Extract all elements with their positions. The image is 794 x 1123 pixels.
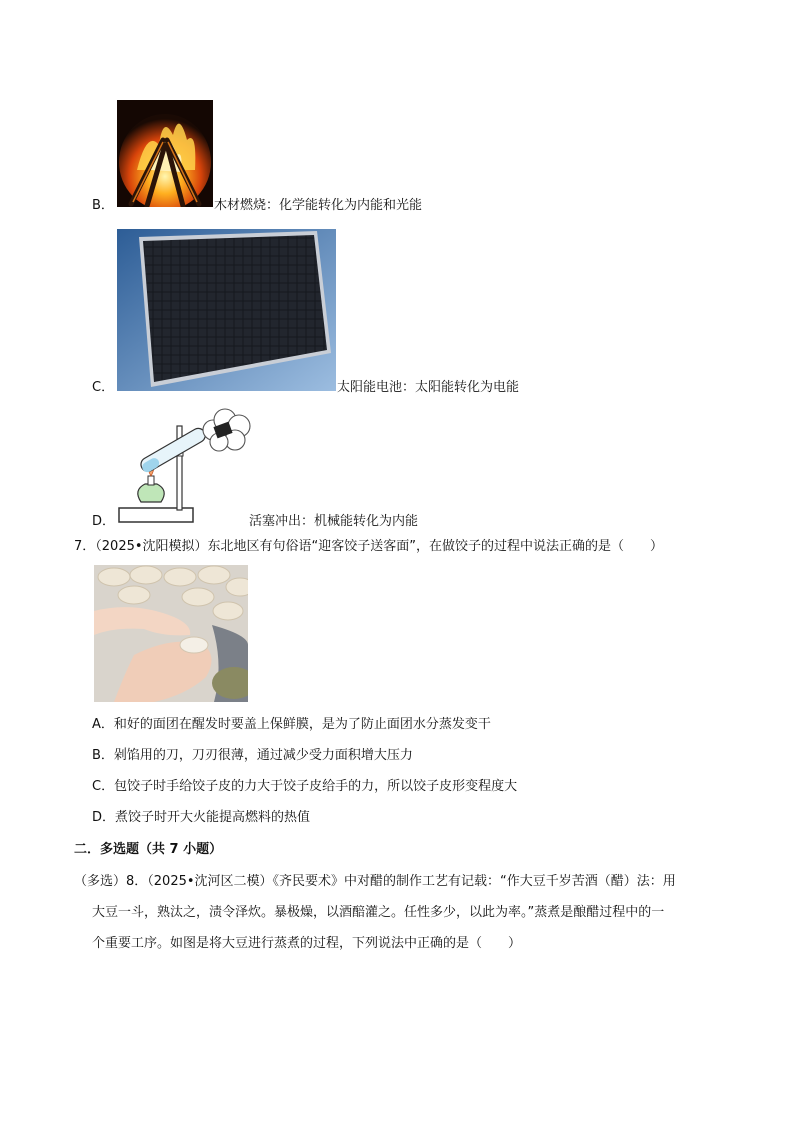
section-heading: 二．多选题（共 7 小题） [74, 842, 223, 857]
question-8-line-2: 大豆一斗，熟汰之，渍令泽炊。暴极燥，以酒醅灌之。任性多少，以此为率。”蒸煮是酿醋过程中的一 [92, 905, 665, 920]
test-tube-apparatus-image [117, 404, 253, 526]
bonfire-image [117, 100, 213, 207]
option-d-text: 活塞冲出：机械能转化为内能 [249, 514, 419, 529]
question-7-stem: 7．（2025•沈阳模拟）东北地区有句俗语“迎客饺子送客面”，在做饺子的过程中说法正确的是（ ） [74, 539, 663, 554]
question-7-option-d: D．煮饺子时开大火能提高燃料的热值 [92, 810, 311, 825]
option-b-letter: B． [92, 198, 114, 213]
option-b-text: 木材燃烧：化学能转化为内能和光能 [214, 198, 423, 213]
option-c-text: 太阳能电池：太阳能转化为电能 [337, 380, 520, 395]
solar-panel-image [117, 229, 336, 391]
option-c-letter: C． [92, 380, 115, 395]
question-7-option-b: B．剁馅用的刀，刀刃很薄，通过减少受力面积增大压力 [92, 748, 413, 763]
question-8-line-3: 个重要工序。如图是将大豆进行蒸煮的过程，下列说法中正确的是（ ） [92, 936, 522, 951]
dumpling-making-image [94, 565, 248, 702]
question-7-option-c: C．包饺子时手给饺子皮的力大于饺子皮给手的力，所以饺子皮形变程度大 [92, 779, 518, 794]
option-d-letter: D． [92, 514, 116, 529]
question-8-line-1: （多选）8．（2025•沈河区二模）《齐民要术》中对醋的制作工艺有记载：“作大豆千岁苦酒（醋）法：用 [74, 874, 676, 889]
question-7-option-a: A．和好的面团在醒发时要盖上保鲜膜，是为了防止面团水分蒸发变干 [92, 717, 491, 732]
